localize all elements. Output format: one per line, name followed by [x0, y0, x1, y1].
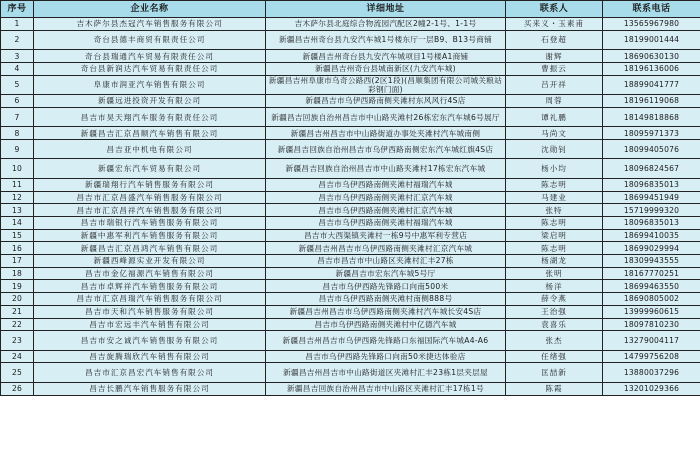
cell-address: 昌吉市乌伊西路南侧夹滩村福瑞汽车城 — [266, 217, 506, 230]
cell-address: 新疆昌吉回族自治州昌吉市中山路夹滩村26栋宏东汽车城6号展厅 — [266, 107, 506, 127]
cell-seq: 15 — [1, 229, 34, 242]
cell-contact: 沈勋钊 — [506, 139, 603, 159]
cell-seq: 18 — [1, 267, 34, 280]
table-row — [1, 191, 700, 204]
cell-contact: 石登超 — [506, 30, 603, 50]
table-row — [1, 331, 700, 351]
cell-phone: 18309943555 — [603, 255, 700, 268]
table-row — [1, 139, 700, 159]
cell-contact: 马尚文 — [506, 127, 603, 140]
cell-company: 阜康市润亚汽车销售有限公司 — [34, 75, 266, 95]
cell-seq: 17 — [1, 255, 34, 268]
cell-company: 昌吉市天和汽车销售服务有限公司 — [34, 305, 266, 318]
cell-address: 新疆昌吉回族自治州昌吉市乌伊西路南侧宏东汽车城红旗4S店 — [266, 139, 506, 159]
cell-company: 新疆远进投资开发有限公司 — [34, 95, 266, 108]
cell-address: 新疆昌吉回族自治州昌吉市中山路区夹滩村汇丰17栋1号 — [266, 382, 506, 395]
table-header — [1, 1, 700, 18]
cell-company: 昌吉市宏远丰汽车销售有限公司 — [34, 318, 266, 331]
header-phone: 联系电话 — [603, 1, 700, 18]
cell-phone: 18899041777 — [603, 75, 700, 95]
table-row — [1, 62, 700, 75]
cell-company: 新疆宏东汽车贸易有限公司 — [34, 159, 266, 179]
cell-address: 昌吉市乌伊西路南侧夹滩村中亿德汽车城 — [266, 318, 506, 331]
cell-address: 新疆昌吉州奇台县九安汽车城1号楼东厅一层B9、B13号商铺 — [266, 30, 506, 50]
cell-company: 昌吉市瑞银行汽车销售服务有限公司 — [34, 217, 266, 230]
header-contact: 联系人 — [506, 1, 603, 18]
cell-address: 新疆昌吉州昌吉市乌伊西路南侧夹滩村汽车城长安4S店 — [266, 305, 506, 318]
cell-seq: 2 — [1, 30, 34, 50]
cell-seq: 9 — [1, 139, 34, 159]
cell-phone: 18690630130 — [603, 50, 700, 63]
cell-seq: 22 — [1, 318, 34, 331]
cell-address: 新疆昌吉州奇台县九安汽车城项目1号楼A1商铺 — [266, 50, 506, 63]
cell-phone: 14799756208 — [603, 350, 700, 363]
cell-address: 新疆昌吉州昌吉市中山路街道办事处夹滩村汽车城南侧 — [266, 127, 506, 140]
cell-phone: 13279004117 — [603, 331, 700, 351]
cell-company: 奇台县德丰商贸有限责任公司 — [34, 30, 266, 50]
cell-phone: 18699451949 — [603, 191, 700, 204]
cell-contact: 任绪强 — [506, 350, 603, 363]
cell-phone: 18690805002 — [603, 293, 700, 306]
cell-seq: 14 — [1, 217, 34, 230]
table-row — [1, 280, 700, 293]
cell-seq: 20 — [1, 293, 34, 306]
cell-address: 昌吉市乌伊西路南侧夹滩村汇京汽车城 — [266, 204, 506, 217]
cell-seq: 4 — [1, 62, 34, 75]
table-row — [1, 293, 700, 306]
header-row — [1, 1, 700, 18]
cell-company: 昌吉市汇京昌祥汽车销售服务有限公司 — [34, 204, 266, 217]
cell-contact: 匡喆新 — [506, 363, 603, 383]
table-row — [1, 204, 700, 217]
cell-phone: 18149818868 — [603, 107, 700, 127]
cell-contact: 张特 — [506, 204, 603, 217]
cell-contact: 梁启明 — [506, 229, 603, 242]
cell-contact: 薛令燕 — [506, 293, 603, 306]
cell-phone: 18099405076 — [603, 139, 700, 159]
cell-address: 吉木萨尔县北庭综合物流园汽配区2幢2-1号、1-1号 — [266, 18, 506, 31]
cell-contact: 吕开祥 — [506, 75, 603, 95]
cell-seq: 13 — [1, 204, 34, 217]
cell-address: 新疆昌吉州昌吉市乌伊西路先锋路口东福国际汽车城A4-A6 — [266, 331, 506, 351]
cell-address: 昌吉市乌伊西路先锋路口向南500米 — [266, 280, 506, 293]
cell-contact: 周蓉 — [506, 95, 603, 108]
cell-company: 昌吉市金亿福源汽车销售有限公司 — [34, 267, 266, 280]
cell-company: 奇台县瑞通汽车贸易有限责任公司 — [34, 50, 266, 63]
cell-contact: 谢辉 — [506, 50, 603, 63]
cell-address: 昌吉市昌吉市中山路区夹滩村汇丰27栋 — [266, 255, 506, 268]
cell-contact: 曹振云 — [506, 62, 603, 75]
cell-company: 昌吉旋腾瑞欣汽车销售有限公司 — [34, 350, 266, 363]
table-row — [1, 50, 700, 63]
cell-phone: 18196136006 — [603, 62, 700, 75]
cell-phone: 18699410035 — [603, 229, 700, 242]
table-row — [1, 382, 700, 395]
cell-seq: 21 — [1, 305, 34, 318]
table-row — [1, 318, 700, 331]
cell-phone: 18196119068 — [603, 95, 700, 108]
cell-company: 昌吉市昊天翔汽车服务有限责任公司 — [34, 107, 266, 127]
cell-phone: 18699463550 — [603, 280, 700, 293]
table-row — [1, 242, 700, 255]
cell-company: 昌吉市汇京昌宏汽车销售有限公司 — [34, 363, 266, 383]
table-row — [1, 363, 700, 383]
cell-contact: 买来义・玉素甫 — [506, 18, 603, 31]
table-row — [1, 127, 700, 140]
cell-company: 新疆中惠军利汽车销售服务有限公司 — [34, 229, 266, 242]
cell-seq: 11 — [1, 178, 34, 191]
cell-address: 新疆昌吉州奇台县城南新区(九安汽车城) — [266, 62, 506, 75]
table-row — [1, 350, 700, 363]
table-row — [1, 95, 700, 108]
cell-seq: 3 — [1, 50, 34, 63]
table-row — [1, 229, 700, 242]
cell-company: 昌吉市安之诚汽车销售服务有限公司 — [34, 331, 266, 351]
cell-seq: 26 — [1, 382, 34, 395]
cell-company: 吉木萨尔县杰冠汽车销售服务有限公司 — [34, 18, 266, 31]
cell-contact: 张杰 — [506, 331, 603, 351]
cell-company: 昌吉长鹏汽车销售服务有限公司 — [34, 382, 266, 395]
cell-phone: 18095971373 — [603, 127, 700, 140]
cell-phone: 13999960615 — [603, 305, 700, 318]
cell-contact: 杨小均 — [506, 159, 603, 179]
cell-seq: 23 — [1, 331, 34, 351]
cell-phone: 18167770251 — [603, 267, 700, 280]
cell-seq: 16 — [1, 242, 34, 255]
cell-address: 新疆昌吉市乌伊西路南侧夹滩村东风风行4S店 — [266, 95, 506, 108]
cell-contact: 陈霞 — [506, 382, 603, 395]
cell-seq: 24 — [1, 350, 34, 363]
cell-seq: 1 — [1, 18, 34, 31]
cell-contact: 陈志明 — [506, 242, 603, 255]
table-row — [1, 178, 700, 191]
cell-phone: 13565967980 — [603, 18, 700, 31]
cell-address: 昌吉市乌伊西路南侧夹滩村汇京汽车城 — [266, 191, 506, 204]
cell-seq: 12 — [1, 191, 34, 204]
cell-company: 新疆昌吉汇京昌顺汽车销售有限公司 — [34, 127, 266, 140]
cell-address: 新疆昌吉州昌吉市乌伊西路南侧夹滩村汇京汽车城 — [266, 242, 506, 255]
cell-seq: 19 — [1, 280, 34, 293]
header-company: 企业名称 — [34, 1, 266, 18]
header-address: 详细地址 — [266, 1, 506, 18]
cell-phone: 13201029366 — [603, 382, 700, 395]
cell-address: 新疆昌吉州昌吉市中山路街道区夹滩村汇丰23栋1层夹层屋 — [266, 363, 506, 383]
cell-company: 昌吉市汇京昌盛汽车销售服务有限公司 — [34, 191, 266, 204]
table-row — [1, 267, 700, 280]
cell-contact: 杨湖龙 — [506, 255, 603, 268]
header-seq: 序号 — [1, 1, 34, 18]
cell-phone: 13880037296 — [603, 363, 700, 383]
cell-phone: 15719999320 — [603, 204, 700, 217]
cell-contact: 马建业 — [506, 191, 603, 204]
cell-seq: 7 — [1, 107, 34, 127]
cell-company: 新疆瑞翔行汽车销售服务有限公司 — [34, 178, 266, 191]
cell-contact: 陈志明 — [506, 217, 603, 230]
cell-address: 昌吉市乌伊西路南侧夹滩村南侧888号 — [266, 293, 506, 306]
cell-phone: 18096824567 — [603, 159, 700, 179]
cell-contact: 袁喜乐 — [506, 318, 603, 331]
cell-contact: 王治强 — [506, 305, 603, 318]
cell-company: 新疆昌吉汇京昌鸿汽车销售有限公司 — [34, 242, 266, 255]
table-row — [1, 255, 700, 268]
table-row — [1, 217, 700, 230]
cell-seq: 25 — [1, 363, 34, 383]
table-row — [1, 18, 700, 31]
cell-seq: 5 — [1, 75, 34, 95]
table-row — [1, 107, 700, 127]
cell-address: 昌吉市乌伊西路南侧夹滩村福瑞汽车城 — [266, 178, 506, 191]
cell-company: 昌吉市卓辉祥汽车销售服务有限公司 — [34, 280, 266, 293]
cell-phone: 18096835013 — [603, 217, 700, 230]
cell-contact: 陈志明 — [506, 178, 603, 191]
cell-phone: 18199001444 — [603, 30, 700, 50]
cell-contact: 杨洋 — [506, 280, 603, 293]
cell-phone: 18096835013 — [603, 178, 700, 191]
cell-seq: 10 — [1, 159, 34, 179]
cell-company: 昌吉市汇京昌瑞汽车销售服务有限公司 — [34, 293, 266, 306]
table-row — [1, 75, 700, 95]
table-row — [1, 30, 700, 50]
cell-address: 昌吉市大西渠镇夹滩村一栋9号中惠军利专营店 — [266, 229, 506, 242]
cell-contact: 谭礼鹏 — [506, 107, 603, 127]
cell-phone: 18699029994 — [603, 242, 700, 255]
table-body — [1, 18, 700, 396]
cell-company: 新疆西峰源实业开发有限公司 — [34, 255, 266, 268]
cell-company: 昌吉亚中机电有限公司 — [34, 139, 266, 159]
cell-address: 新疆昌吉市宏东汽车城5号厅 — [266, 267, 506, 280]
cell-seq: 6 — [1, 95, 34, 108]
cell-company: 奇台县新润达汽车贸易有限责任公司 — [34, 62, 266, 75]
cell-address: 新疆昌吉州阜康市乌奇公路西(2区1段)(昌顺集团有限公司城关粮站彩钢门面) — [266, 75, 506, 95]
cell-address: 昌吉市乌伊西路先锋路口向南50米捷达体验店 — [266, 350, 506, 363]
cell-address: 新疆昌吉回族自治州昌吉市中山路夹滩村17栋宏东汽车城 — [266, 159, 506, 179]
cell-contact: 张明 — [506, 267, 603, 280]
cell-seq: 8 — [1, 127, 34, 140]
table-row — [1, 159, 700, 179]
table-row — [1, 305, 700, 318]
cell-phone: 18097810230 — [603, 318, 700, 331]
